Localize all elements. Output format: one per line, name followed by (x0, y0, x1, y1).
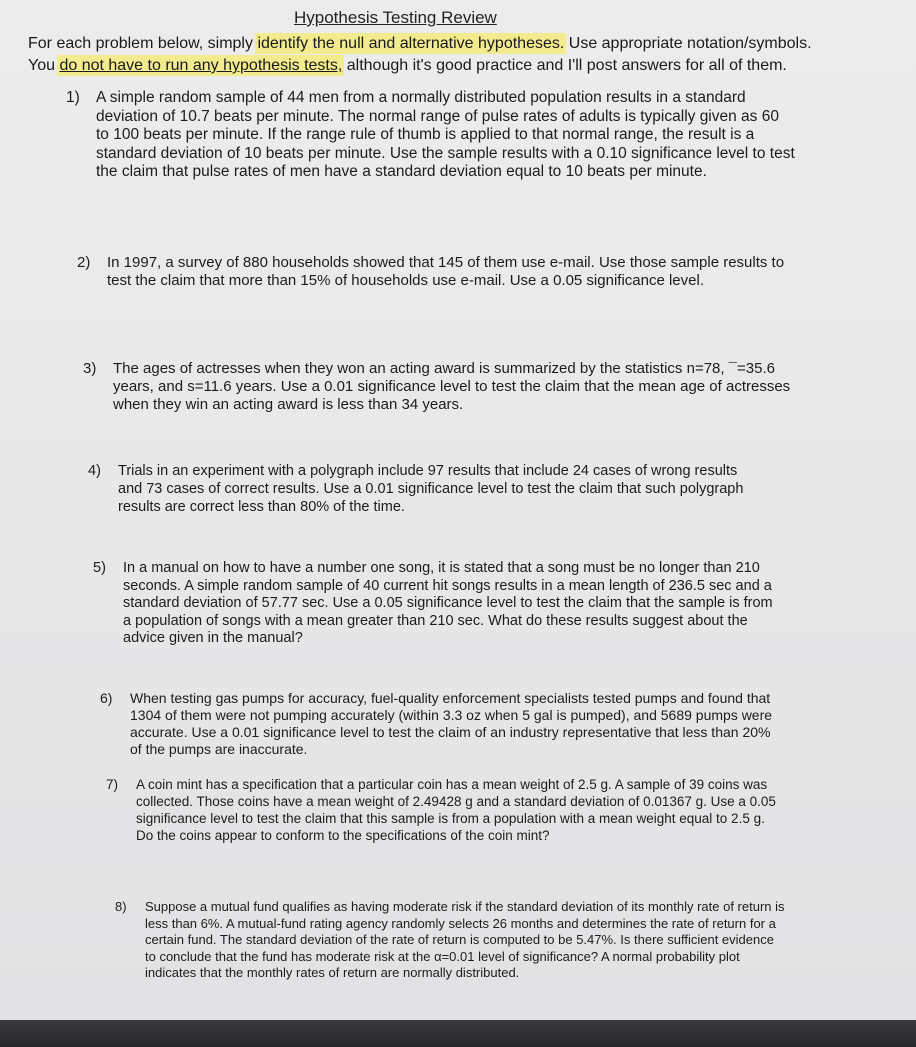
instructions-text: although it's good practice and I'll post answers for all of them. (342, 57, 787, 74)
instructions (28, 33, 898, 77)
highlighted-instruction: identify the null and alternative hypotheses. (257, 35, 565, 52)
problem-text: In 1997, a survey of 880 households showed that 145 of them use e-mail. Use those sample results to test the claim that more than 15% of households use e-mail. Use a 0.05 significance level. (107, 254, 785, 289)
desk-surface (0, 1020, 916, 1047)
problem-number: 6) (100, 690, 113, 706)
problem-number: 3) (83, 360, 97, 377)
problem-text: A coin mint has a specification that a particular coin has a mean weight of 2.5 g. A sample of 39 coins was collected. Those coins have a mean weight of 2.49428 g and a standard deviation of 0.01367 g. Use a 0.05 significance level to test the claim that this sample is from a population with a mean weight equal to 2.5 g. Do the coins appear to conform to the specifications of the coin mint? (136, 777, 776, 843)
problem-number: 1) (66, 89, 80, 106)
problem-number: 4) (88, 463, 101, 479)
problem-number: 5) (93, 560, 106, 576)
problem-text: The ages of actresses when they won an acting award is summarized by the statistics n=78, ¯=35.6 years, and s=11.6 years. Use a 0.01 significance level to test the claim that the mean age of actresses when they win an acting award is less than 34 years. (113, 360, 791, 413)
problem-number: 2) (77, 254, 91, 271)
problem-number: 8) (115, 899, 127, 914)
instructions-text: For each problem below, simply (28, 35, 258, 52)
problem-text: When testing gas pumps for accuracy, fuel-quality enforcement specialists tested pumps and found that 1304 of them were not pumping accurately (within 3.3 oz when 5 gal is pumped), and 5689 pumps were accurate. Use a 0.01 significance level to test the claim of an industry representative that less than 20% of the pumps are inaccurate. (130, 690, 773, 757)
underlined-instruction: do not have to run any hypothesis tests, (59, 57, 343, 74)
instructions-text: You (28, 57, 60, 74)
problem-number: 7) (106, 777, 119, 792)
instructions-text: Use appropriate notation/symbols. (564, 35, 812, 52)
problem-text: Suppose a mutual fund qualifies as having moderate risk if the standard deviation of its monthly rate of return is less than 6%. A mutual-fund rating agency randomly selects 26 months and determines the rate of return for a certain fund. The standard deviation of the rate of return is computed to be 5.47%. Is there sufficient evidence to conclude that the fund has moderate risk at the α=0.01 level of significance? A normal probability plot indicates that the monthly rates of return are normally distributed. (145, 899, 785, 980)
problem-text: Trials in an experiment with a polygraph include 97 results that include 24 cases of wrong results and 73 cases of correct results. Use a 0.01 significance level to test the claim that such polygraph results are correct less than 80% of the time. (118, 463, 744, 515)
problem-text: A simple random sample of 44 men from a normally distributed population results in a standard deviation of 10.7 beats per minute. The normal range of pulse rates of adults is typically given as 60 to 100 beats per minute. If the range rule of thumb is applied to that normal range, the result is a standard deviation of 10 beats per minute. Use the sample results with a 0.10 significance level to test the claim that pulse rates of men have a standard deviation equal to 10 beats per minute. (96, 89, 795, 180)
page-title: Hypothesis Testing Review (294, 8, 497, 27)
problem-text: In a manual on how to have a number one song, it is stated that a song must be no longer than 210 seconds. A simple random sample of 40 current hit songs results in a mean length of 236.5 sec and a standard deviation of 57.77 sec. Use a 0.05 significance level to test the claim that the sample is from a population of songs with a mean greater than 210 sec. What do these results suggest about the advice given in the manual? (123, 560, 773, 646)
